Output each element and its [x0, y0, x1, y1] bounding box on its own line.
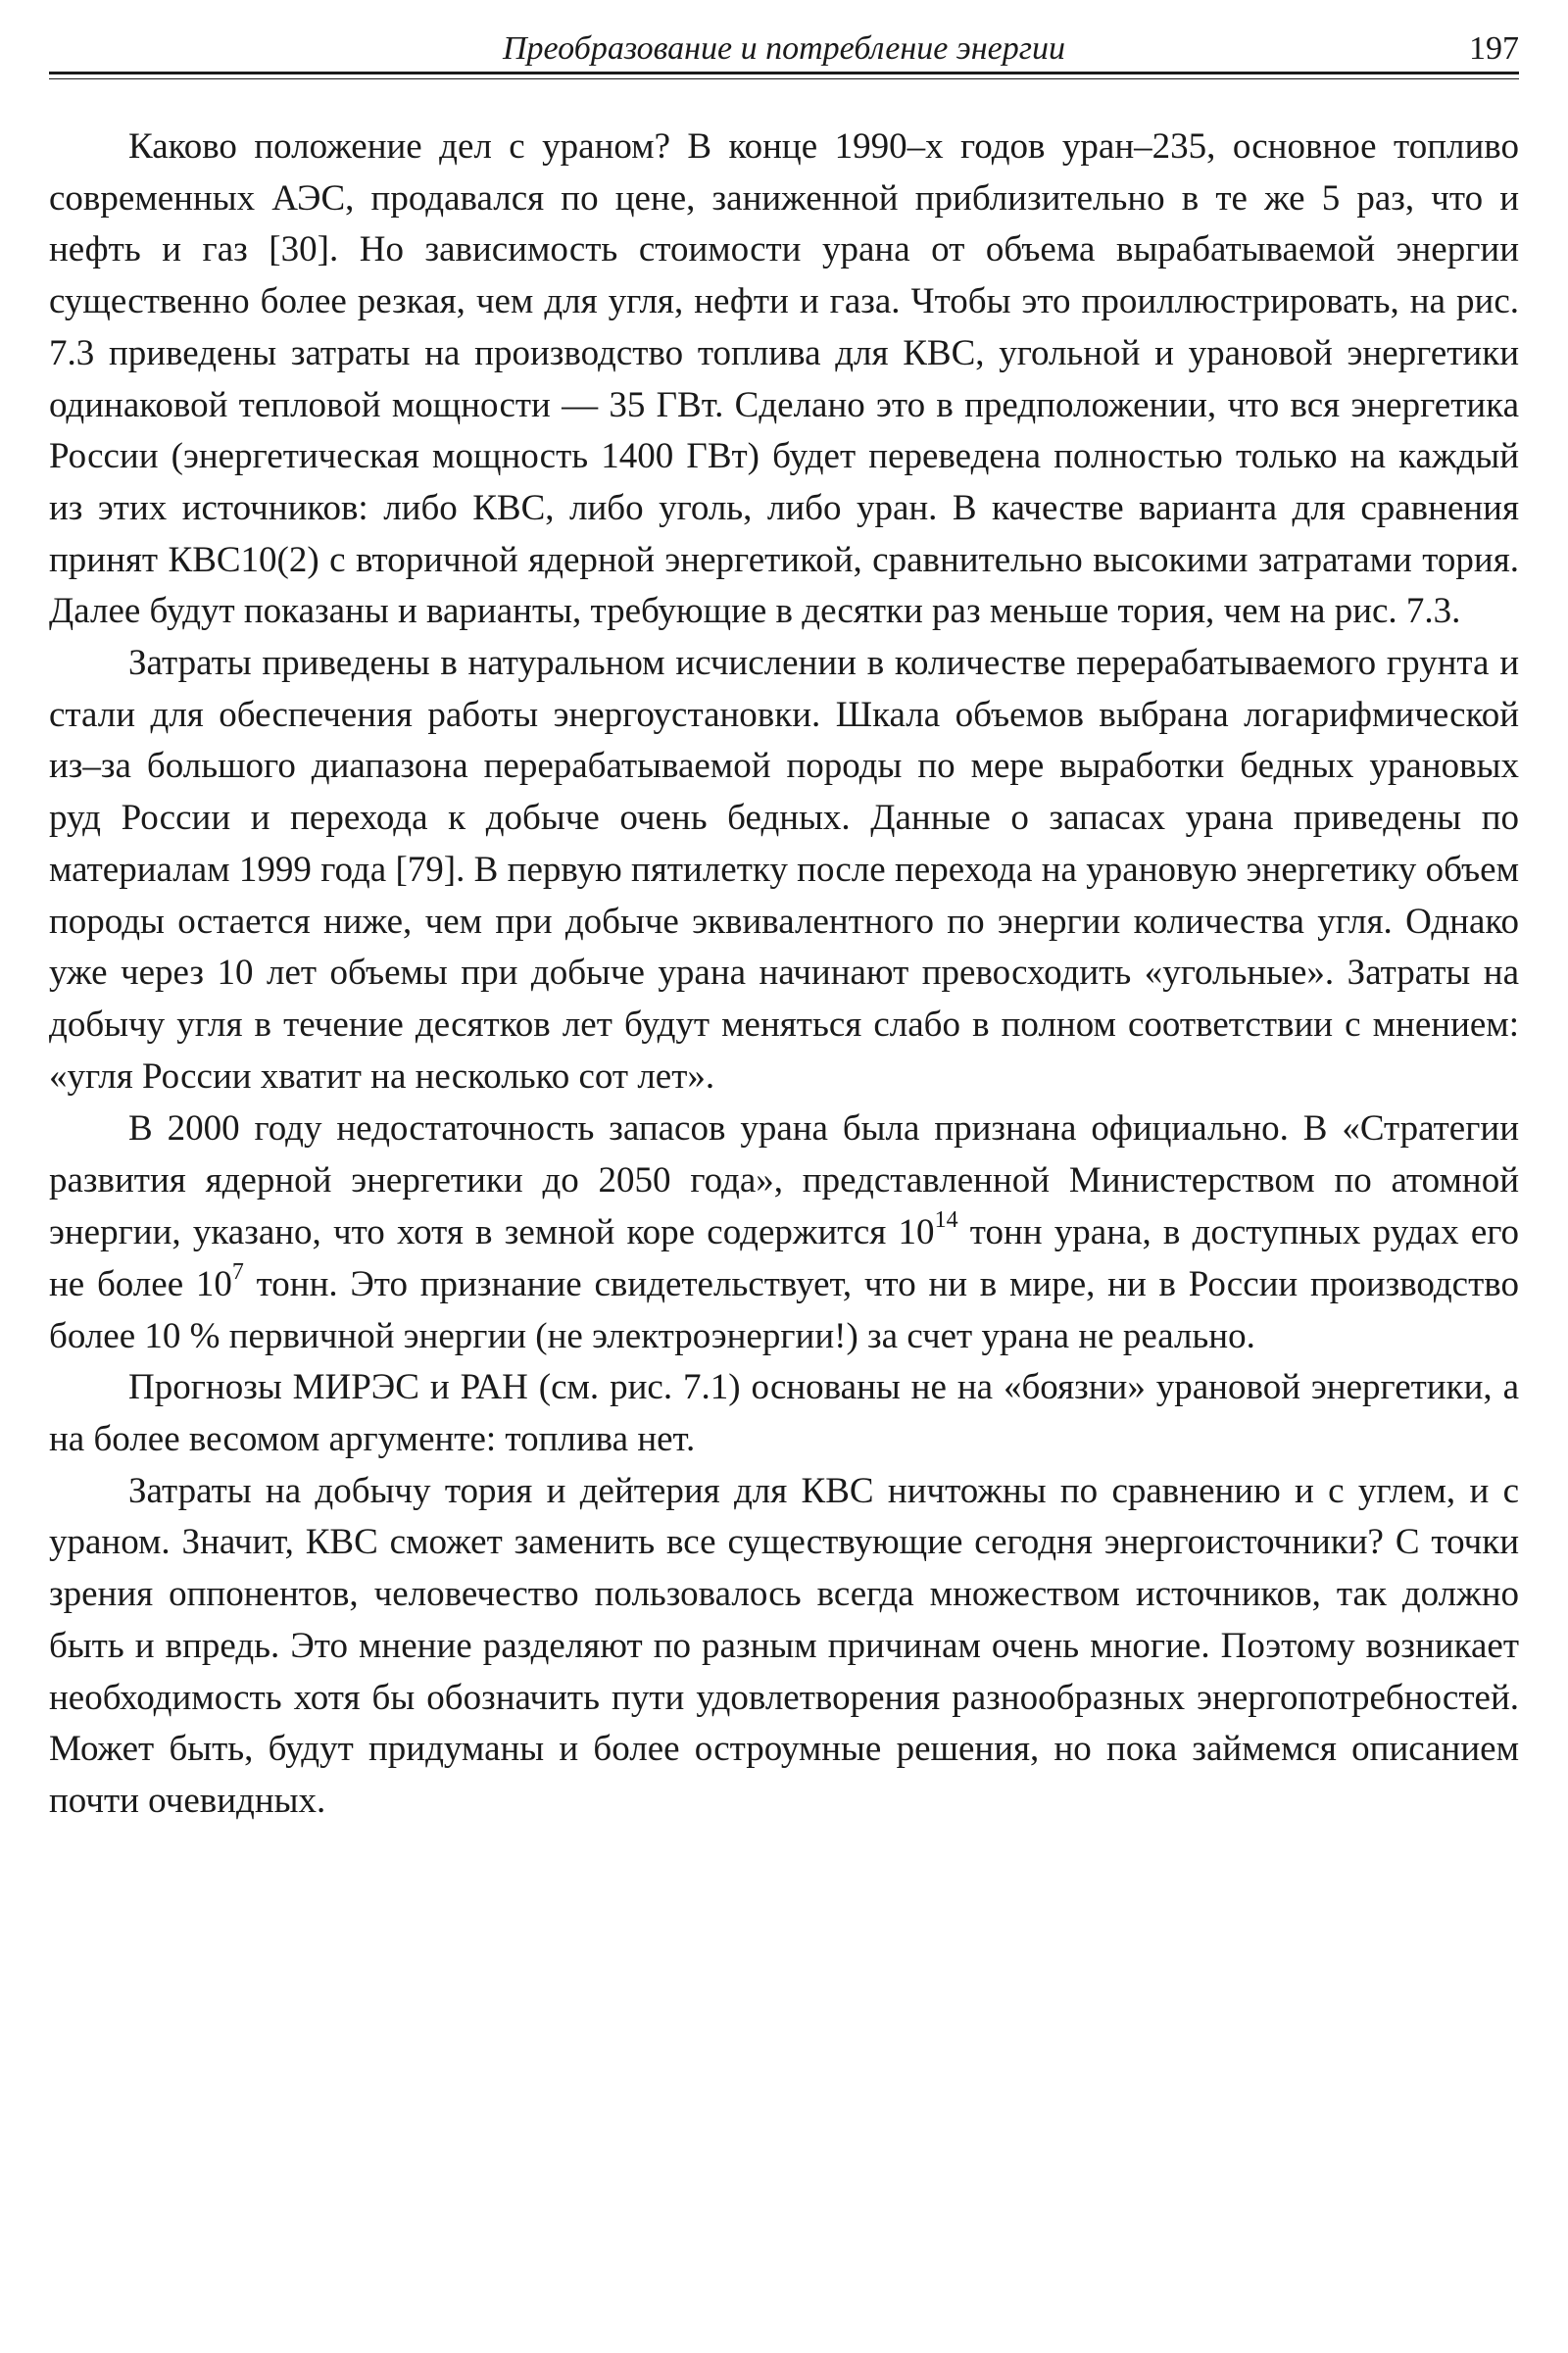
body-text — [49, 122, 1519, 1828]
paragraph-forecasts: Прогнозы МИРЭС и РАН (см. рис. 7.1) основаны не на «боязни» урановой энергетики, а на более весомом аргументе: топлива нет. — [49, 1367, 1519, 1460]
header-rule-thick — [49, 72, 1519, 74]
reserves-text-1: В 2000 году недостаточность запасов урана была признана официально. В «Стратегии развития ядерной энергетики до 2050 года», представленной Министерством по атомной энергии, указано, что хотя в земной коре содержится 10 — [49, 1108, 1519, 1253]
exponent-7: 7 — [231, 1259, 244, 1286]
running-title: Преобразование и потребление энергии — [502, 30, 1066, 67]
running-head — [49, 27, 1519, 71]
reserves-text-2: тонн урана, в доступных рудах его не более 10 — [49, 1212, 1519, 1305]
header-rule-thin — [49, 78, 1519, 79]
paragraph-uranium-reserves — [49, 1103, 1519, 1362]
paragraph-uranium-prices: Каково положение дел с ураном? В конце 1990–х годов уран–235, основное топливо современных АЭС, продавался по цене, заниженной приблизительно в те же 5 раз, что и нефть и газ [30]. Но зависимость стоимости урана от объема вырабатываемой энергии существенно более резкая, чем для угля, нефти и газа. Чтобы это проиллюстрировать, на рис. 7.3 приведены затраты на производство топлива для КВС, угольной и урановой энергетики одинаковой тепловой мощности — 35 ГВт. Сделано это в предположении, что вся энергетика России (энергетическая мощность 1400 ГВт) будет переведена полностью только на каждый из этих источников: либо КВС, либо уголь, либо уран. В качестве варианта для сравнения принят КВС10(2) с вторичной ядерной энергетикой, сравнительно высокими затратами тория. Далее будут показаны и варианты, требующие в десятки раз меньше тория, чем на рис. 7.3. — [49, 126, 1519, 632]
page-number: 197 — [1469, 30, 1519, 67]
paragraph-costs-scale: Затраты приведены в натуральном исчислении в количестве перерабатываемого грунта и стали для обеспечения работы энергоустановки. Шкала объемов выбрана логарифмической из–за большого диапазона перерабатываемой породы по мере выработки бедных урановых руд России и перехода к добыче очень бедных. Данные о запасах урана приведены по материалам 1999 года [79]. В первую пятилетку после перехода на урановую энергетику объем породы остается ниже, чем при добыче эквивалентного по энергии количества угля. Однако уже через 10 лет объемы при добыче урана начинают превосходить «угольные». Затраты на добычу угля в течение десятков лет будут меняться слабо в полном соответствии с мнением: «угля России хватит на несколько сот лет». — [49, 643, 1519, 1097]
paragraph-thorium-deuterium: Затраты на добычу тория и дейтерия для КВС ничтожны по сравнению и с углем, и с ураном. Значит, КВС сможет заменить все существующие сегодня энергоисточники? С точки зрения оппонентов, человечество пользовалось всегда множеством источников, так должно быть и впредь. Это мнение разделяют по разным причинам очень многие. Поэтому возникает необходимость хотя бы обозначить пути удовлетворения разнообразных энергопотребностей. Может быть, будут придуманы и более остроумные решения, но пока займемся описанием почти очевидных. — [49, 1470, 1519, 1821]
exponent-14: 14 — [934, 1207, 958, 1234]
reserves-text-3: тонн. Это признание свидетельствует, что ни в мире, ни в России производство более 10 % первичной энергии (не электроэнергии!) за счет урана не реально. — [49, 1264, 1519, 1357]
